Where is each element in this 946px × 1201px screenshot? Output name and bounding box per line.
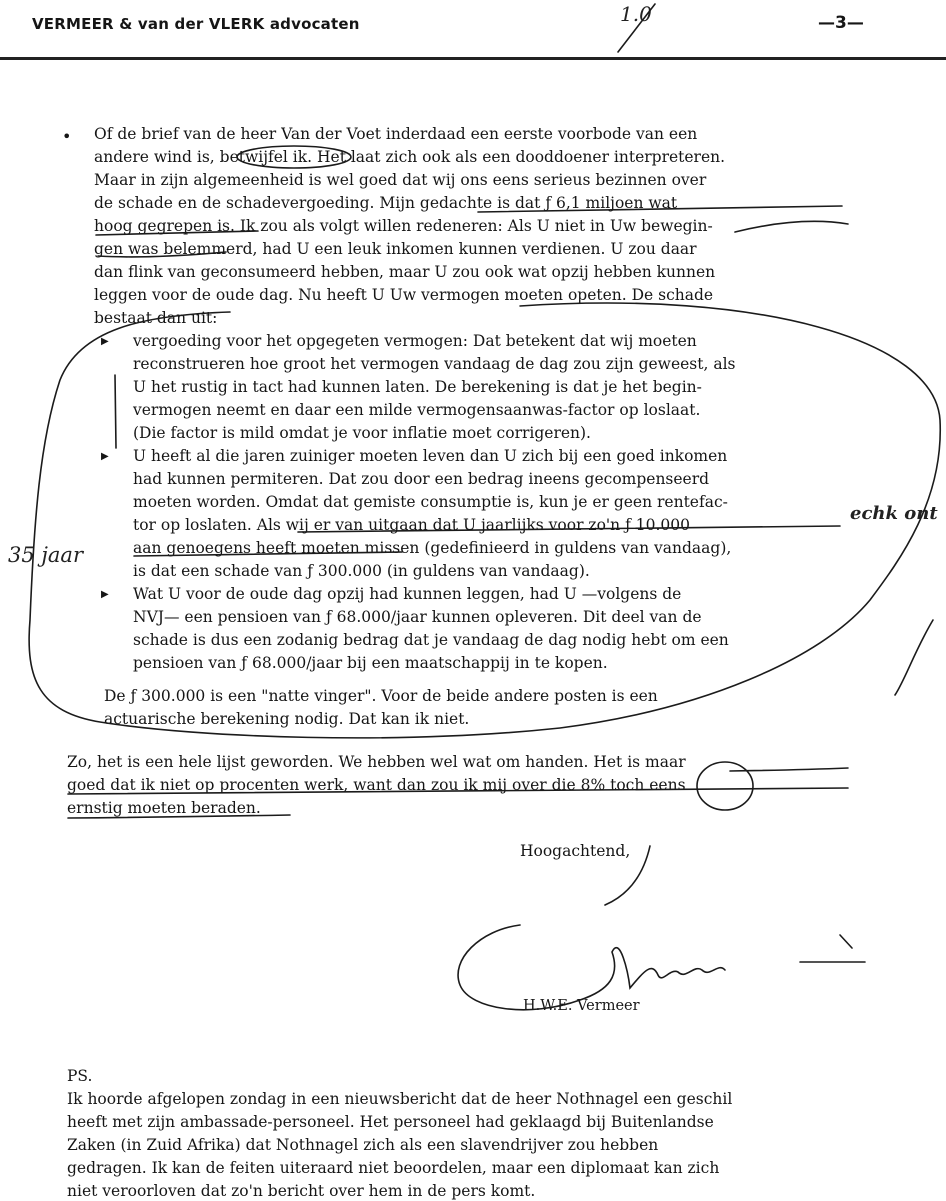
item3-line: pensioen van ƒ 68.000/jaar bij een maatschappij in te kopen. — [133, 654, 608, 672]
para1-line: gen was belemmerd, had U een leuk inkomen kunnen verdienen. U zou daar — [94, 240, 697, 258]
item1-line: vergoeding voor het opgegeten vermogen: Dat betekent dat wij moeten — [133, 332, 697, 350]
ps-line: Zaken (in Zuid Afrika) dat Nothnagel zich als een slavendrijver zou hebben — [67, 1136, 659, 1154]
item1-line: vermogen neemt en daar een milde vermogensaanwas-factor op loslaat. — [133, 401, 701, 419]
triangle-bullet-icon: ▶ — [101, 336, 109, 347]
item1-line: U het rustig in tact had kunnen laten. De berekening is dat je het begin- — [133, 378, 702, 396]
pen-margin-bar — [115, 375, 116, 448]
ps-line: niet veroorloven dat zo'n bericht over hem in de pers komt. — [67, 1182, 536, 1200]
item2-line: U heeft al die jaren zuiniger moeten leven dan U zich bij een goed inkomen — [133, 447, 728, 465]
handwritten-margin-note: echk ont — [850, 503, 938, 524]
handwritten-margin-note: 35 jaar — [8, 543, 83, 567]
item2-line: moeten worden. Omdat dat gemiste consumptie is, kun je er geen rentefac- — [133, 493, 728, 511]
para1-line: bestaat dan uit: — [94, 309, 218, 327]
para3-line: Zo, het is een hele lijst geworden. We hebben wel wat om handen. Het is maar — [67, 753, 686, 771]
handwritten-page-note: 1.0 — [620, 2, 652, 26]
ps-label: PS. — [67, 1067, 93, 1085]
page-number: —3— — [818, 13, 864, 33]
para2-line: actuarische berekening nodig. Dat kan ik niet. — [104, 710, 470, 728]
firm-letterhead: VERMEER & van der VLERK advocaten — [32, 15, 360, 33]
signature-dash — [800, 935, 865, 962]
item3-line: NVJ— een pensioen van ƒ 68.000/jaar kunnen opleveren. Dit deel van de — [133, 608, 702, 626]
ps-line: gedragen. Ik kan de feiten uiteraard niet beoordelen, maar een diplomaat kan zich — [67, 1159, 720, 1177]
pen-underline — [730, 768, 848, 771]
item3-line: Wat U voor de oude dag opzij had kunnen leggen, had U —volgens de — [133, 585, 682, 603]
para3-line: ernstig moeten beraden. — [67, 799, 261, 817]
para2-line: De ƒ 300.000 is een "natte vinger". Voor de beide andere posten is een — [104, 687, 658, 705]
header-rule — [0, 57, 946, 60]
triangle-bullet-icon: ▶ — [101, 451, 109, 462]
signature-name: H.W.E. Vermeer — [523, 998, 640, 1014]
para1-line: dan flink van geconsumeerd hebben, maar U zou ook wat opzij hebben kunnen — [94, 263, 716, 281]
item2-line: tor op loslaten. Als wij er van uitgaan dat U jaarlijks voor zo'n ƒ 10.000 — [133, 516, 690, 534]
pen-circle-mark — [697, 762, 753, 810]
closing: Hoogachtend, — [520, 842, 631, 860]
para1-line: Maar in zijn algemeenheid is wel goed dat wij ons eens serieus bezinnen over — [94, 171, 707, 189]
triangle-bullet-icon: ▶ — [101, 589, 109, 600]
item3-line: schade is dus een zodanig bedrag dat je vandaag de dag nodig hebt om een — [133, 631, 729, 649]
para3-line: goed dat ik niet op procenten werk, want dan zou ik mij over die 8% toch eens — [67, 776, 686, 794]
item1-line: (Die factor is mild omdat je voor inflatie moet corrigeren). — [133, 424, 591, 442]
item2-line: is dat een schade van ƒ 300.000 (in guldens van vandaag). — [133, 562, 590, 580]
pen-margin-stroke — [895, 620, 933, 695]
para1-line: Of de brief van de heer Van der Voet inderdaad een eerste voorbode van een — [94, 125, 698, 143]
pen-underline — [735, 221, 848, 232]
item2-line: aan genoegens heeft moeten missen (gedefinieerd in guldens van vandaag), — [133, 539, 732, 557]
para1-line: de schade en de schadevergoeding. Mijn gedachte is dat ƒ 6,1 miljoen wat — [94, 194, 678, 212]
bullet-icon: • — [62, 127, 72, 146]
item1-line: reconstrueren hoe groot het vermogen vandaag de dag zou zijn geweest, als — [133, 355, 736, 373]
ps-line: Ik hoorde afgelopen zondag in een nieuwsbericht dat de heer Nothnagel een geschil — [67, 1090, 733, 1108]
ps-line: heeft met zijn ambassade-personeel. Het personeel had geklaagd bij Buitenlandse — [67, 1113, 714, 1131]
para1-line: andere wind is, betwijfel ik. Het laat zich ook als een dooddoener interpreteren. — [94, 148, 726, 166]
para1-line: hoog gegrepen is. Ik zou als volgt willen redeneren: Als U niet in Uw bewegin- — [94, 217, 713, 235]
item2-line: had kunnen permiteren. Dat zou door een bedrag ineens gecompenseerd — [133, 470, 710, 488]
para1-line: leggen voor de oude dag. Nu heeft U Uw vermogen moeten opeten. De schade — [94, 286, 714, 304]
